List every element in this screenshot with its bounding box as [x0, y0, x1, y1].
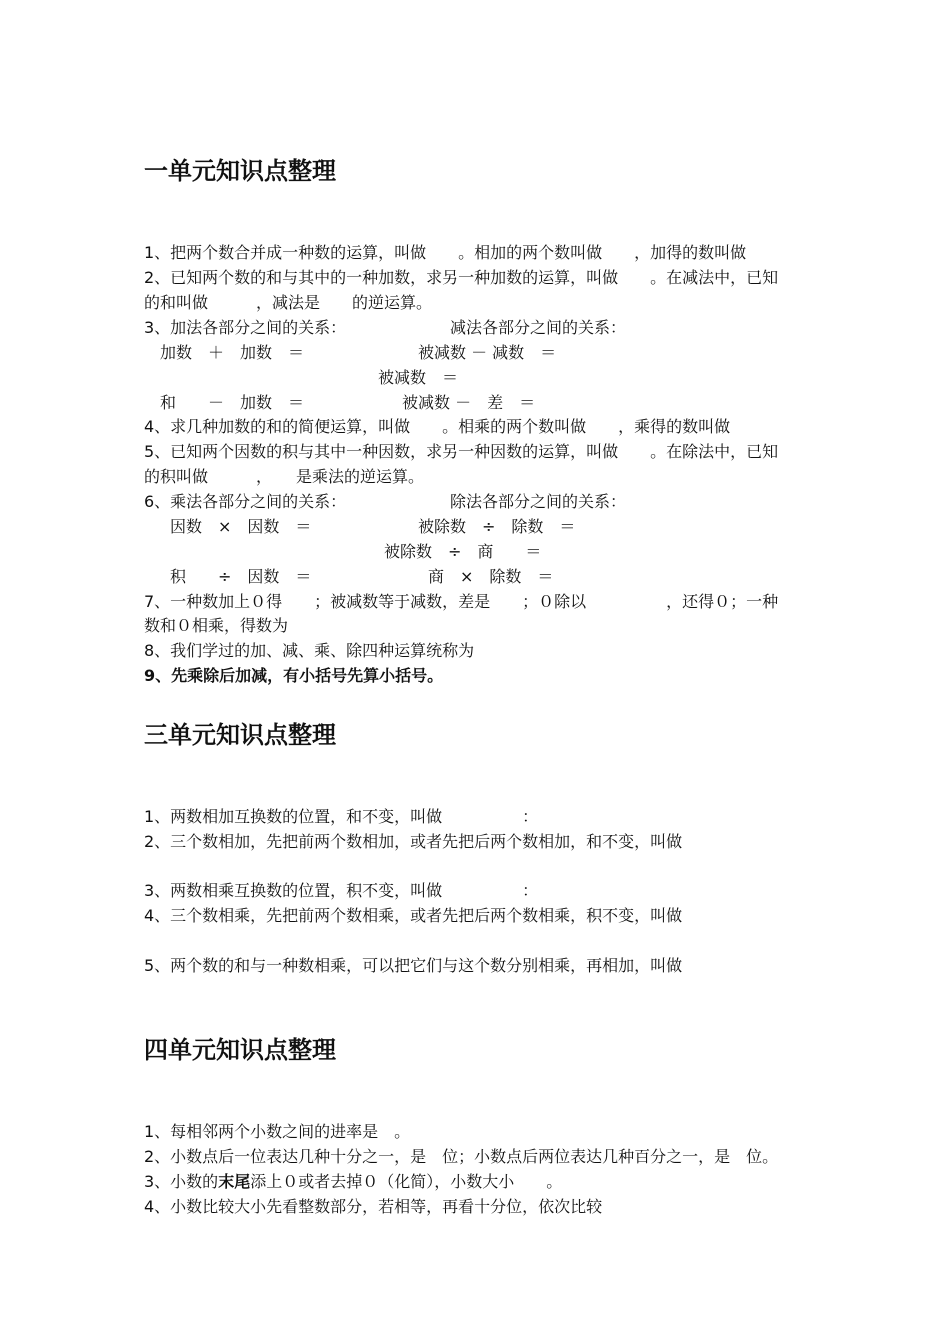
unit4-line-3-emphasis: 末尾 — [218, 1172, 251, 1191]
unit4-line-3-part-b: 添上０或者去掉０（化简），小数大小 。 — [250, 1172, 563, 1191]
unit4-line-4: 4、小数比较大小先看整数部分，若相等，再看十分位，依次比较 — [144, 1197, 603, 1216]
unit1-add-relation-2: 和 － 加数 ＝ — [160, 393, 305, 412]
unit1-line-7: 7、一种数加上０得 ；被减数等于减数，差是 ；０除以 ，还得０；一种 — [144, 592, 779, 611]
unit4-line-1: 1、每相邻两个小数之间的进率是 。 — [144, 1122, 411, 1141]
unit1-line-5: 5、已知两个因数的积与其中一种因数，求另一种因数的运算，叫做 。在除法中，已知 — [144, 442, 779, 461]
unit1-line-2: 2、已知两个数的和与其中的一种加数，求另一种加数的运算，叫做 。在减法中，已知 — [144, 268, 779, 287]
unit1-line-3-addition: 3、加法各部分之间的关系： — [144, 318, 347, 337]
unit1-sub-relation-2: 被减数 ＝ — [378, 368, 459, 387]
unit4-line-2: 2、小数点后一位表达几种十分之一，是 位；小数点后两位表达几种百分之一，是 位。 — [144, 1147, 779, 1166]
unit1-line-7-cont: 数和０相乘，得数为 — [144, 616, 289, 635]
unit1-mul-relation-1: 因数 × 因数 ＝ — [170, 517, 312, 536]
unit1-add-relation-1: 加数 ＋ 加数 ＝ — [160, 343, 305, 362]
unit1-line-6-division: 除法各部分之间的关系： — [450, 492, 627, 511]
unit4-line-3-part-a: 3、小数的 — [144, 1172, 219, 1191]
unit1-div-relation-3: 商 × 除数 ＝ — [428, 567, 554, 586]
unit3-line-5: 5、两个数的和与一种数相乘，可以把它们与这个数分别相乘，再相加，叫做 — [144, 956, 683, 975]
unit1-line-1: 1、把两个数合并成一种数的运算，叫做 。相加的两个数叫做 ，加得的数叫做 — [144, 243, 747, 262]
unit1-sub-relation-3: 被减数 － 差 ＝ — [402, 393, 536, 412]
unit1-mul-relation-2: 积 ÷ 因数 ＝ — [170, 567, 312, 586]
unit1-line-6-multiplication: 6、乘法各部分之间的关系： — [144, 492, 347, 511]
unit3-line-2: 2、三个数相加，先把前两个数相加，或者先把后两个数相加，和不变，叫做 — [144, 832, 683, 851]
unit1-line-4: 4、求几种加数的和的简便运算，叫做 。相乘的两个数叫做 ，乘得的数叫做 — [144, 417, 731, 436]
unit1-sub-relation-1: 被减数 － 减数 ＝ — [418, 343, 557, 362]
section-heading-unit-4: 四单元知识点整理 — [144, 1036, 336, 1064]
section-heading-unit-3: 三单元知识点整理 — [144, 721, 336, 749]
unit1-line-8: 8、我们学过的加、减、乘、除四种运算统称为 — [144, 641, 475, 660]
unit3-line-1: 1、两数相加互换数的位置，和不变，叫做 ： — [144, 807, 539, 826]
unit3-line-3: 3、两数相乘互换数的位置，积不变，叫做 ： — [144, 881, 539, 900]
section-heading-unit-1: 一单元知识点整理 — [144, 157, 336, 185]
unit1-line-3-subtraction: 减法各部分之间的关系： — [450, 318, 627, 337]
unit1-div-relation-1: 被除数 ÷ 除数 ＝ — [418, 517, 576, 536]
unit1-line-9: 9、先乘除后加减，有小括号先算小括号。 — [144, 666, 444, 685]
unit1-div-relation-2: 被除数 ÷ 商 ＝ — [384, 542, 542, 561]
unit1-line-5-cont: 的积叫做 ， 是乘法的逆运算。 — [144, 467, 425, 486]
unit1-line-2-cont: 的和叫做 ，减法是 的逆运算。 — [144, 293, 433, 312]
unit4-line-3 — [144, 1171, 562, 1193]
unit3-line-4: 4、三个数相乘，先把前两个数相乘，或者先把后两个数相乘，积不变，叫做 — [144, 906, 683, 925]
